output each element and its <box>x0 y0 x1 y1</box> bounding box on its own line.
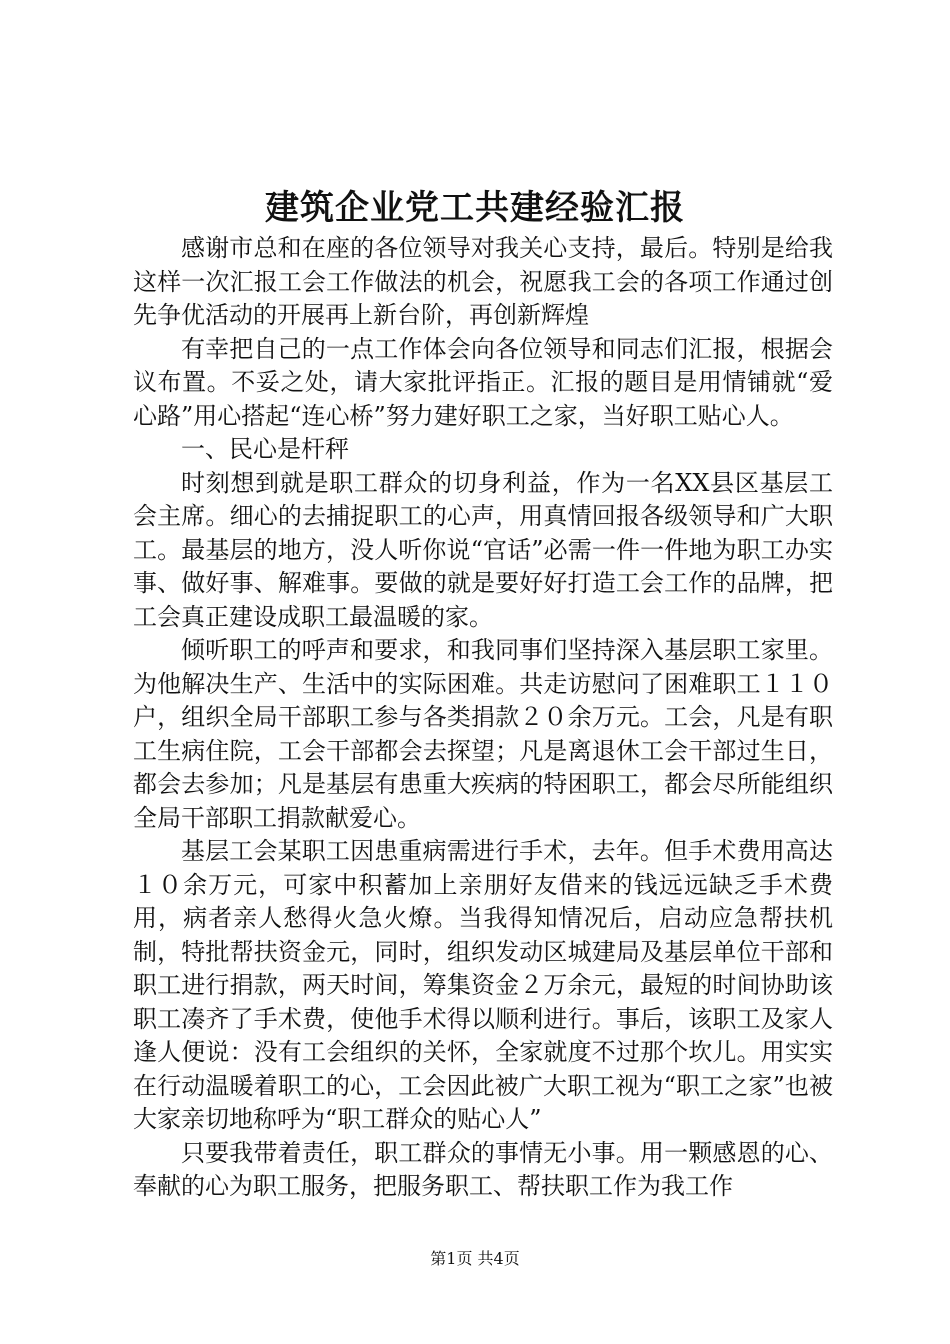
page-footer: 第1页 共4页 <box>430 1249 520 1268</box>
paragraph-1: 感谢市总和在座的各位领导对我关心支持，最后。特别是给我这样一次汇报工会工作做法的机会，祝愿我工会的各项工作通过创先争优活动的开展再上新台阶，再创新辉煌 <box>133 234 833 329</box>
paragraph-4: 倾听职工的呼声和要求，和我同事们坚持深入基层职工家里。为他解决生产、生活中的实际困难。共走访慰问了困难职工１１０户，组织全局干部职工参与各类捐款２０余万元。工会，凡是有职工生病住院，工会干部都会去探望；凡是离退休工会干部过生日，都会去参加；凡是基层有患重大疾病的特困职工，都会尽所能组织全局干部职工捐款献爱心。 <box>133 636 833 832</box>
document-body <box>133 232 833 1204</box>
paragraph-5: 基层工会某职工因患重病需进行手术，去年。但手术费用高达１０余万元，可家中积蓄加上亲朋好友借来的钱远远缺乏手术费用，病者亲人愁得火急火燎。当我得知情况后，启动应急帮扶机制，特批帮扶资金元，同时，组织发动区城建局及基层单位干部和职工进行捐款，两天时间，筹集资金２万余元，最短的时间协助该职工凑齐了手术费，使他手术得以顺利进行。事后，该职工及家人逢人便说：没有工会组织的关怀，全家就度不过那个坎儿。用实实在行动温暖着职工的心，工会因此被广大职工视为“职工之家”也被大家亲切地称呼为“职工群众的贴心人” <box>133 837 833 1133</box>
paragraph-6: 只要我带着责任，职工群众的事情无小事。用一颗感恩的心、奉献的心为职工服务，把服务职工、帮扶职工作为我工作 <box>133 1138 833 1200</box>
paragraph-3: 时刻想到就是职工群众的切身利益，作为一名XX县区基层工会主席。细心的去捕捉职工的心声，用真情回报各级领导和广大职工。最基层的地方，没人听你说“官话”必需一件一件地为职工办实事、做好事、解难事。要做的就是要好好打造工会工作的品牌，把工会真正建设成职工最温暖的家。 <box>133 468 833 631</box>
document-title: 建筑企业党工共建经验汇报 <box>265 188 685 228</box>
section-heading: 一、民心是杆秤 <box>181 435 349 463</box>
paragraph-2: 有幸把自己的一点工作体会向各位领导和同志们汇报，根据会议布置。不妥之处，请大家批评指正。汇报的题目是用情铺就“爱心路”用心搭起“连心桥”努力建好职工之家，当好职工贴心人。 <box>133 334 833 430</box>
